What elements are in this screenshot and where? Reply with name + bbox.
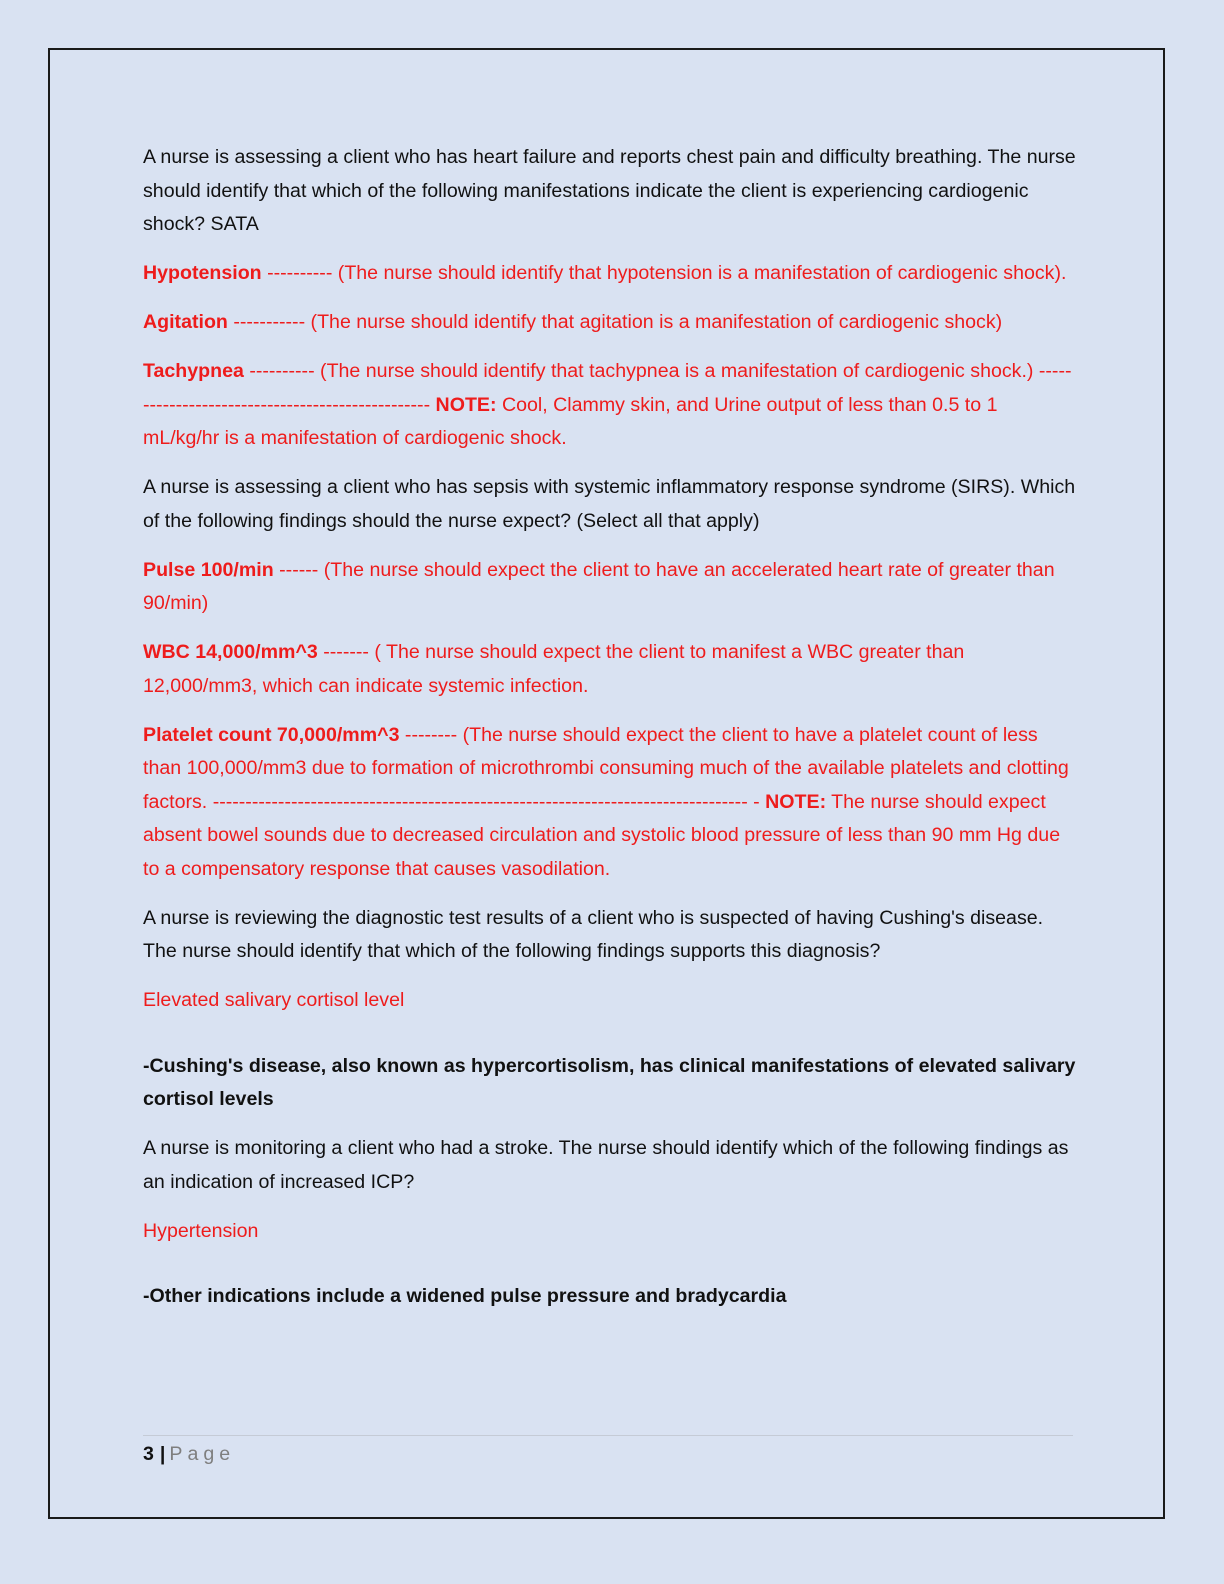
footer-divider xyxy=(143,1435,1073,1436)
question-2: A nurse is assessing a client who has sepsis with systemic inflammatory response syndrome (SIRS). Which of the following findings should the nurse expect? (Select all that apply) xyxy=(143,476,1076,532)
answer-agitation xyxy=(143,306,1078,340)
question-1: A nurse is assessing a client who has heart failure and reports chest pain and difficulty breathing. The nurse should identify that which of the following manifestations indicate the client is experiencing cardiogenic shock? SATA xyxy=(143,146,1076,235)
answer-pulse xyxy=(143,554,1078,621)
page-footer xyxy=(143,1438,235,1470)
answer-hypertension: Hypertension xyxy=(143,1219,259,1242)
answer-explanation: ---------- (The nurse should identify that tachypnea is a manifestation of cardiogenic shock.) ------------------------------------------------- xyxy=(143,360,1072,416)
note-text: The nurse should expect absent bowel sounds due to decreased circulation and systolic blood pressure of less than 90 mm Hg due to a compensatory response that causes vasodilation. xyxy=(143,790,1061,880)
page-number: 3 xyxy=(143,1443,154,1465)
question-4: A nurse is monitoring a client who had a stroke. The nurse should identify which of the following findings as an indication of increased ICP? xyxy=(143,1137,1069,1193)
rationale-cushings: -Cushing's disease, also known as hypercortisolism, has clinical manifestations of elevated salivary cortisol levels xyxy=(143,1054,1076,1110)
note-label: NOTE: xyxy=(435,393,497,416)
answer-explanation: ---------- (The nurse should identify that hypotension is a manifestation of cardiogenic shock). xyxy=(261,262,1067,284)
answer-explanation: ------ (The nurse should expect the client to have an accelerated heart rate of greater than 90/min) xyxy=(143,558,1055,614)
answer-platelet xyxy=(143,719,1078,887)
page-label: Page xyxy=(169,1443,236,1465)
answer-term: Platelet count 70,000/mm^3 xyxy=(143,723,400,746)
answer-term: Pulse 100/min xyxy=(143,558,274,581)
answer-explanation: ----------- (The nurse should identify that agitation is a manifestation of cardiogenic shock) xyxy=(227,311,1003,333)
answer-tachypnea xyxy=(143,355,1078,456)
answer-hypotension xyxy=(143,257,1078,291)
note-text: Cool, Clammy skin, and Urine output of less than 0.5 to 1 mL/kg/hr is a manifestation of cardiogenic shock. xyxy=(143,393,998,449)
answer-wbc xyxy=(143,636,1078,703)
answer-term: Hypotension xyxy=(143,262,262,284)
note-label: NOTE: xyxy=(765,790,827,813)
answer-term: Agitation xyxy=(143,311,228,333)
answer-explanation: -------- (The nurse should expect the client to have a platelet count of less than 100,000/mm3 due to formation of microthrombi consuming much of the available platelets and clotting factors. ---------------------------------------------------------------------------------- - xyxy=(143,723,1069,813)
answer-explanation: ------- ( The nurse should expect the client to manifest a WBC greater than 12,000/mm3, which can indicate systemic infection. xyxy=(143,641,965,697)
document-body xyxy=(143,141,1078,1329)
footer-separator: | xyxy=(159,1443,166,1465)
answer-term: Tachypnea xyxy=(143,360,244,382)
answer-term: WBC 14,000/mm^3 xyxy=(143,641,318,663)
rationale-icp: -Other indications include a widened pulse pressure and bradycardia xyxy=(143,1285,787,1307)
answer-cortisol: Elevated salivary cortisol level xyxy=(143,989,405,1011)
question-3: A nurse is reviewing the diagnostic test results of a client who is suspected of having Cushing's disease. The nurse should identify that which of the following findings supports this diagnosis? xyxy=(143,906,1044,962)
